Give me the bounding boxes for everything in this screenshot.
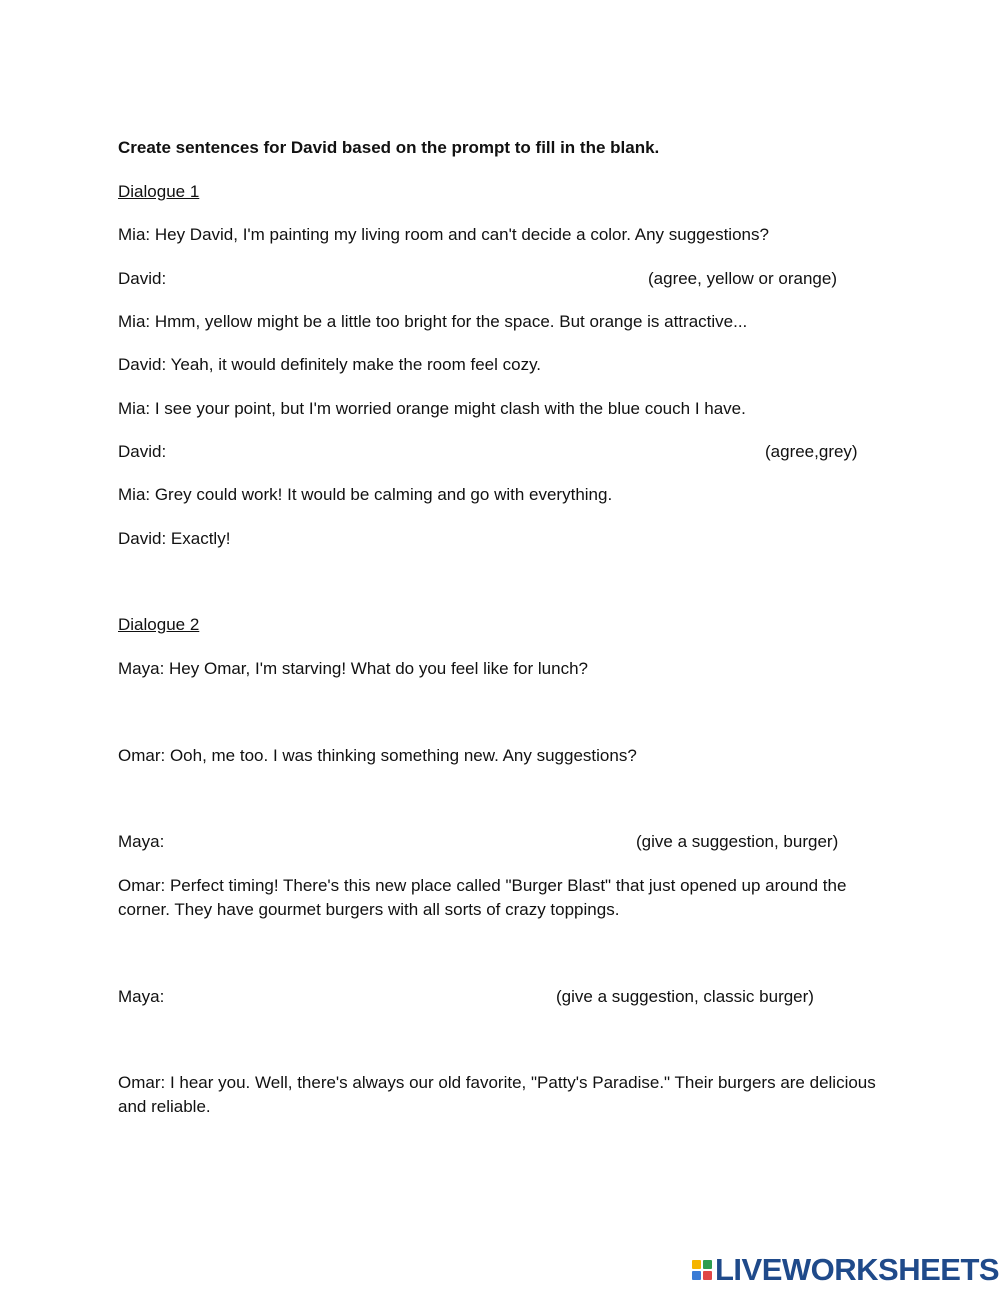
dialogue-2-line-2: Omar: Ooh, me too. I was thinking something new. Any suggestions? [118,746,637,765]
dialogue-1-prompt-2: (agree,grey) [765,442,858,461]
dialogue-2-speaker-maya-1: Maya: [118,832,165,851]
dialogue-2-title: Dialogue 2 [118,615,200,634]
dialogue-2-prompt-2: (give a suggestion, classic burger) [556,987,814,1006]
dialogue-1-line-4: David: Yeah, it would definitely make the room feel cozy. [118,355,542,374]
dialogue-1-speaker-david-1: David: [118,269,167,288]
logo-block-1 [692,1260,701,1269]
dialogue-1-line-8: David: Exactly! [118,529,231,548]
logo-block-2 [703,1260,712,1269]
dialogue-1-prompt-1: (agree, yellow or orange) [648,269,837,288]
dialogue-1-title: Dialogue 1 [118,182,200,201]
dialogue-2-line-4: Omar: Perfect timing! There's this new place called "Burger Blast" that just opened up around the corner. They have gourmet burgers with all sorts of crazy toppings. [118,876,847,919]
logo-block-3 [692,1271,701,1280]
dialogue-1-speaker-david-2: David: [118,442,167,461]
logo-blocks-icon [692,1260,712,1280]
logo-text: LIVEWORKSHEETS [715,1252,1000,1287]
dialogue-1-answer-2-input[interactable] [176,440,758,466]
dialogue-1-line-3: Mia: Hmm, yellow might be a little too bright for the space. But orange is attractive... [118,312,748,331]
liveworksheets-logo [692,1253,999,1287]
dialogue-2-answer-1-input[interactable] [174,830,630,856]
dialogue-2-line-1: Maya: Hey Omar, I'm starving! What do you feel like for lunch? [118,659,588,678]
dialogue-2-line-6: Omar: I hear you. Well, there's always our old favorite, "Patty's Paradise." Their burgers are delicious and reliable. [118,1073,876,1116]
dialogue-1-line-1: Mia: Hey David, I'm painting my living room and can't decide a color. Any suggestions? [118,225,769,244]
dialogue-2-answer-2-input[interactable] [174,985,550,1011]
dialogue-1-answer-1-input[interactable] [176,267,640,293]
instructions-heading: Create sentences for David based on the prompt to fill in the blank. [118,138,660,157]
logo-block-4 [703,1271,712,1280]
dialogue-2-prompt-1: (give a suggestion, burger) [636,832,839,851]
dialogue-2-speaker-maya-2: Maya: [118,987,165,1006]
dialogue-1-line-7: Mia: Grey could work! It would be calming and go with everything. [118,485,613,504]
dialogue-1-line-5: Mia: I see your point, but I'm worried orange might clash with the blue couch I have. [118,399,746,418]
